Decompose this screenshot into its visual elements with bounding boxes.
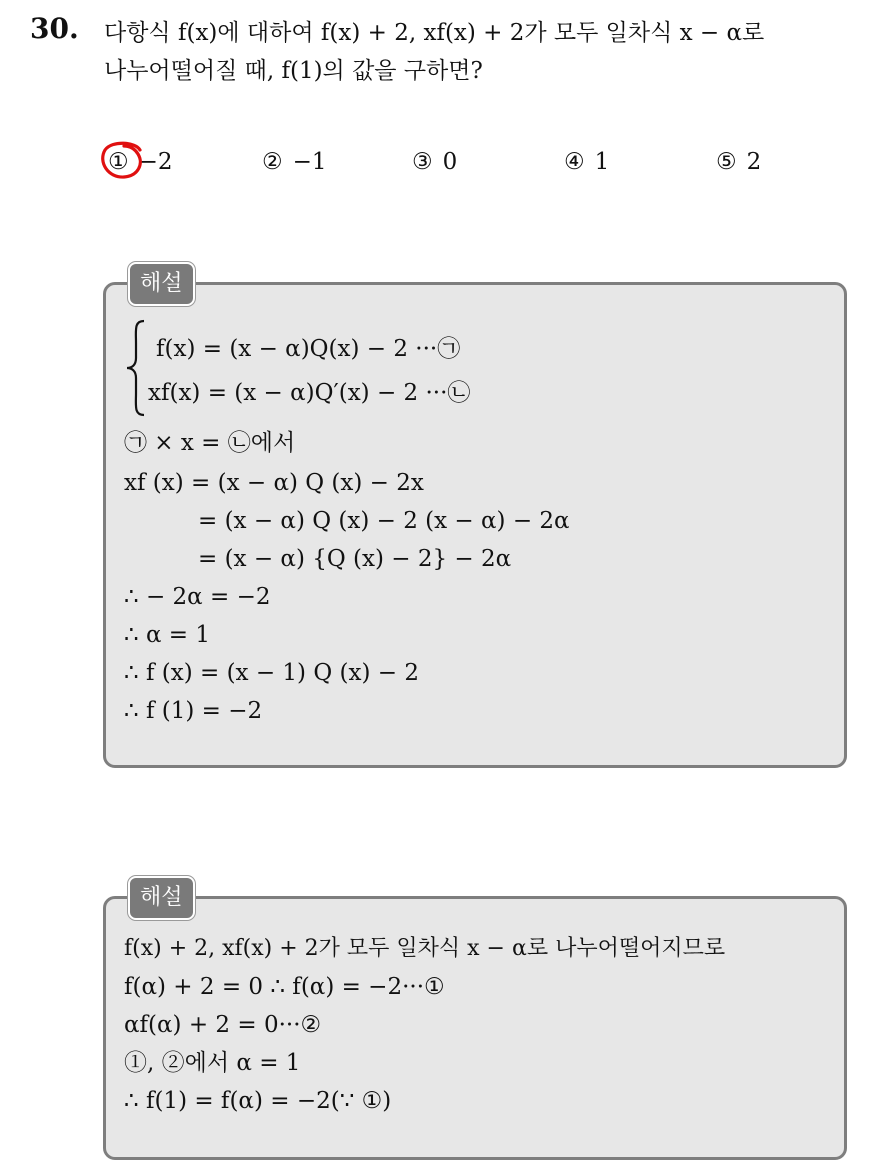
left-brace-icon (124, 318, 146, 418)
question-line-2: 나누어떨어질 때, f(1)의 값을 구하면? (104, 58, 483, 84)
solution1-line-2: xf (x) = (x − α) Q (x) − 2x (124, 470, 424, 496)
choice-5[interactable] (716, 142, 761, 182)
choice-value: 2 (746, 149, 762, 175)
brace-path (127, 321, 144, 415)
solution1-line-5: ∴ − 2α = −2 (124, 584, 271, 610)
solution1-line-3: = (x − α) Q (x) − 2 (x − α) − 2α (198, 508, 570, 534)
solution2-line-3: αf(α) + 2 = 0···② (124, 1012, 322, 1038)
solution1-line-1: ㉠ × x = ㉡에서 (124, 430, 296, 456)
choice-3[interactable] (412, 142, 457, 182)
answer-choices (0, 142, 884, 182)
solution2-line-2: f(α) + 2 = 0 ∴ f(α) = −2···① (124, 974, 445, 1000)
solution2-line-1: f(x) + 2, xf(x) + 2가 모두 일차식 x − α로 나누어떨어지므로 (124, 936, 726, 961)
choice-value: 1 (594, 149, 610, 175)
choice-value: 0 (442, 149, 458, 175)
choice-mark: ④ (564, 149, 585, 175)
solution2-line-5: ∴ f(1) = f(α) = −2(∵ ①) (124, 1088, 392, 1114)
choice-4[interactable] (564, 142, 609, 182)
choice-mark: ③ (412, 149, 433, 175)
solution1-line-8: ∴ f (1) = −2 (124, 698, 263, 724)
choice-value: −2 (138, 149, 173, 175)
question-number: 30. (30, 12, 79, 45)
choice-2[interactable] (262, 142, 327, 182)
solution1-line-4: = (x − α) {Q (x) − 2} − 2α (198, 546, 512, 572)
choice-mark: ① (108, 149, 129, 175)
question-text (104, 14, 864, 90)
solution1-line-7: ∴ f (x) = (x − 1) Q (x) − 2 (124, 660, 419, 686)
solution1-line-6: ∴ α = 1 (124, 622, 211, 648)
choice-mark: ② (262, 149, 283, 175)
system-eq-2: xf(x) = (x − α)Q′(x) − 2 ···㉡ (148, 380, 471, 406)
choice-mark: ⑤ (716, 149, 737, 175)
question-line-1: 다항식 f(x)에 대하여 f(x) + 2, xf(x) + 2가 모두 일차식 x − α로 (104, 20, 765, 46)
system-eq-1: f(x) = (x − α)Q(x) − 2 ···㉠ (156, 336, 461, 362)
choice-value: −1 (292, 149, 327, 175)
solution-tag-2: 해설 (128, 876, 195, 920)
solution2-line-4: ①, ②에서 α = 1 (124, 1050, 301, 1076)
solution-tag-1: 해설 (128, 262, 195, 306)
choice-1[interactable] (108, 142, 173, 182)
